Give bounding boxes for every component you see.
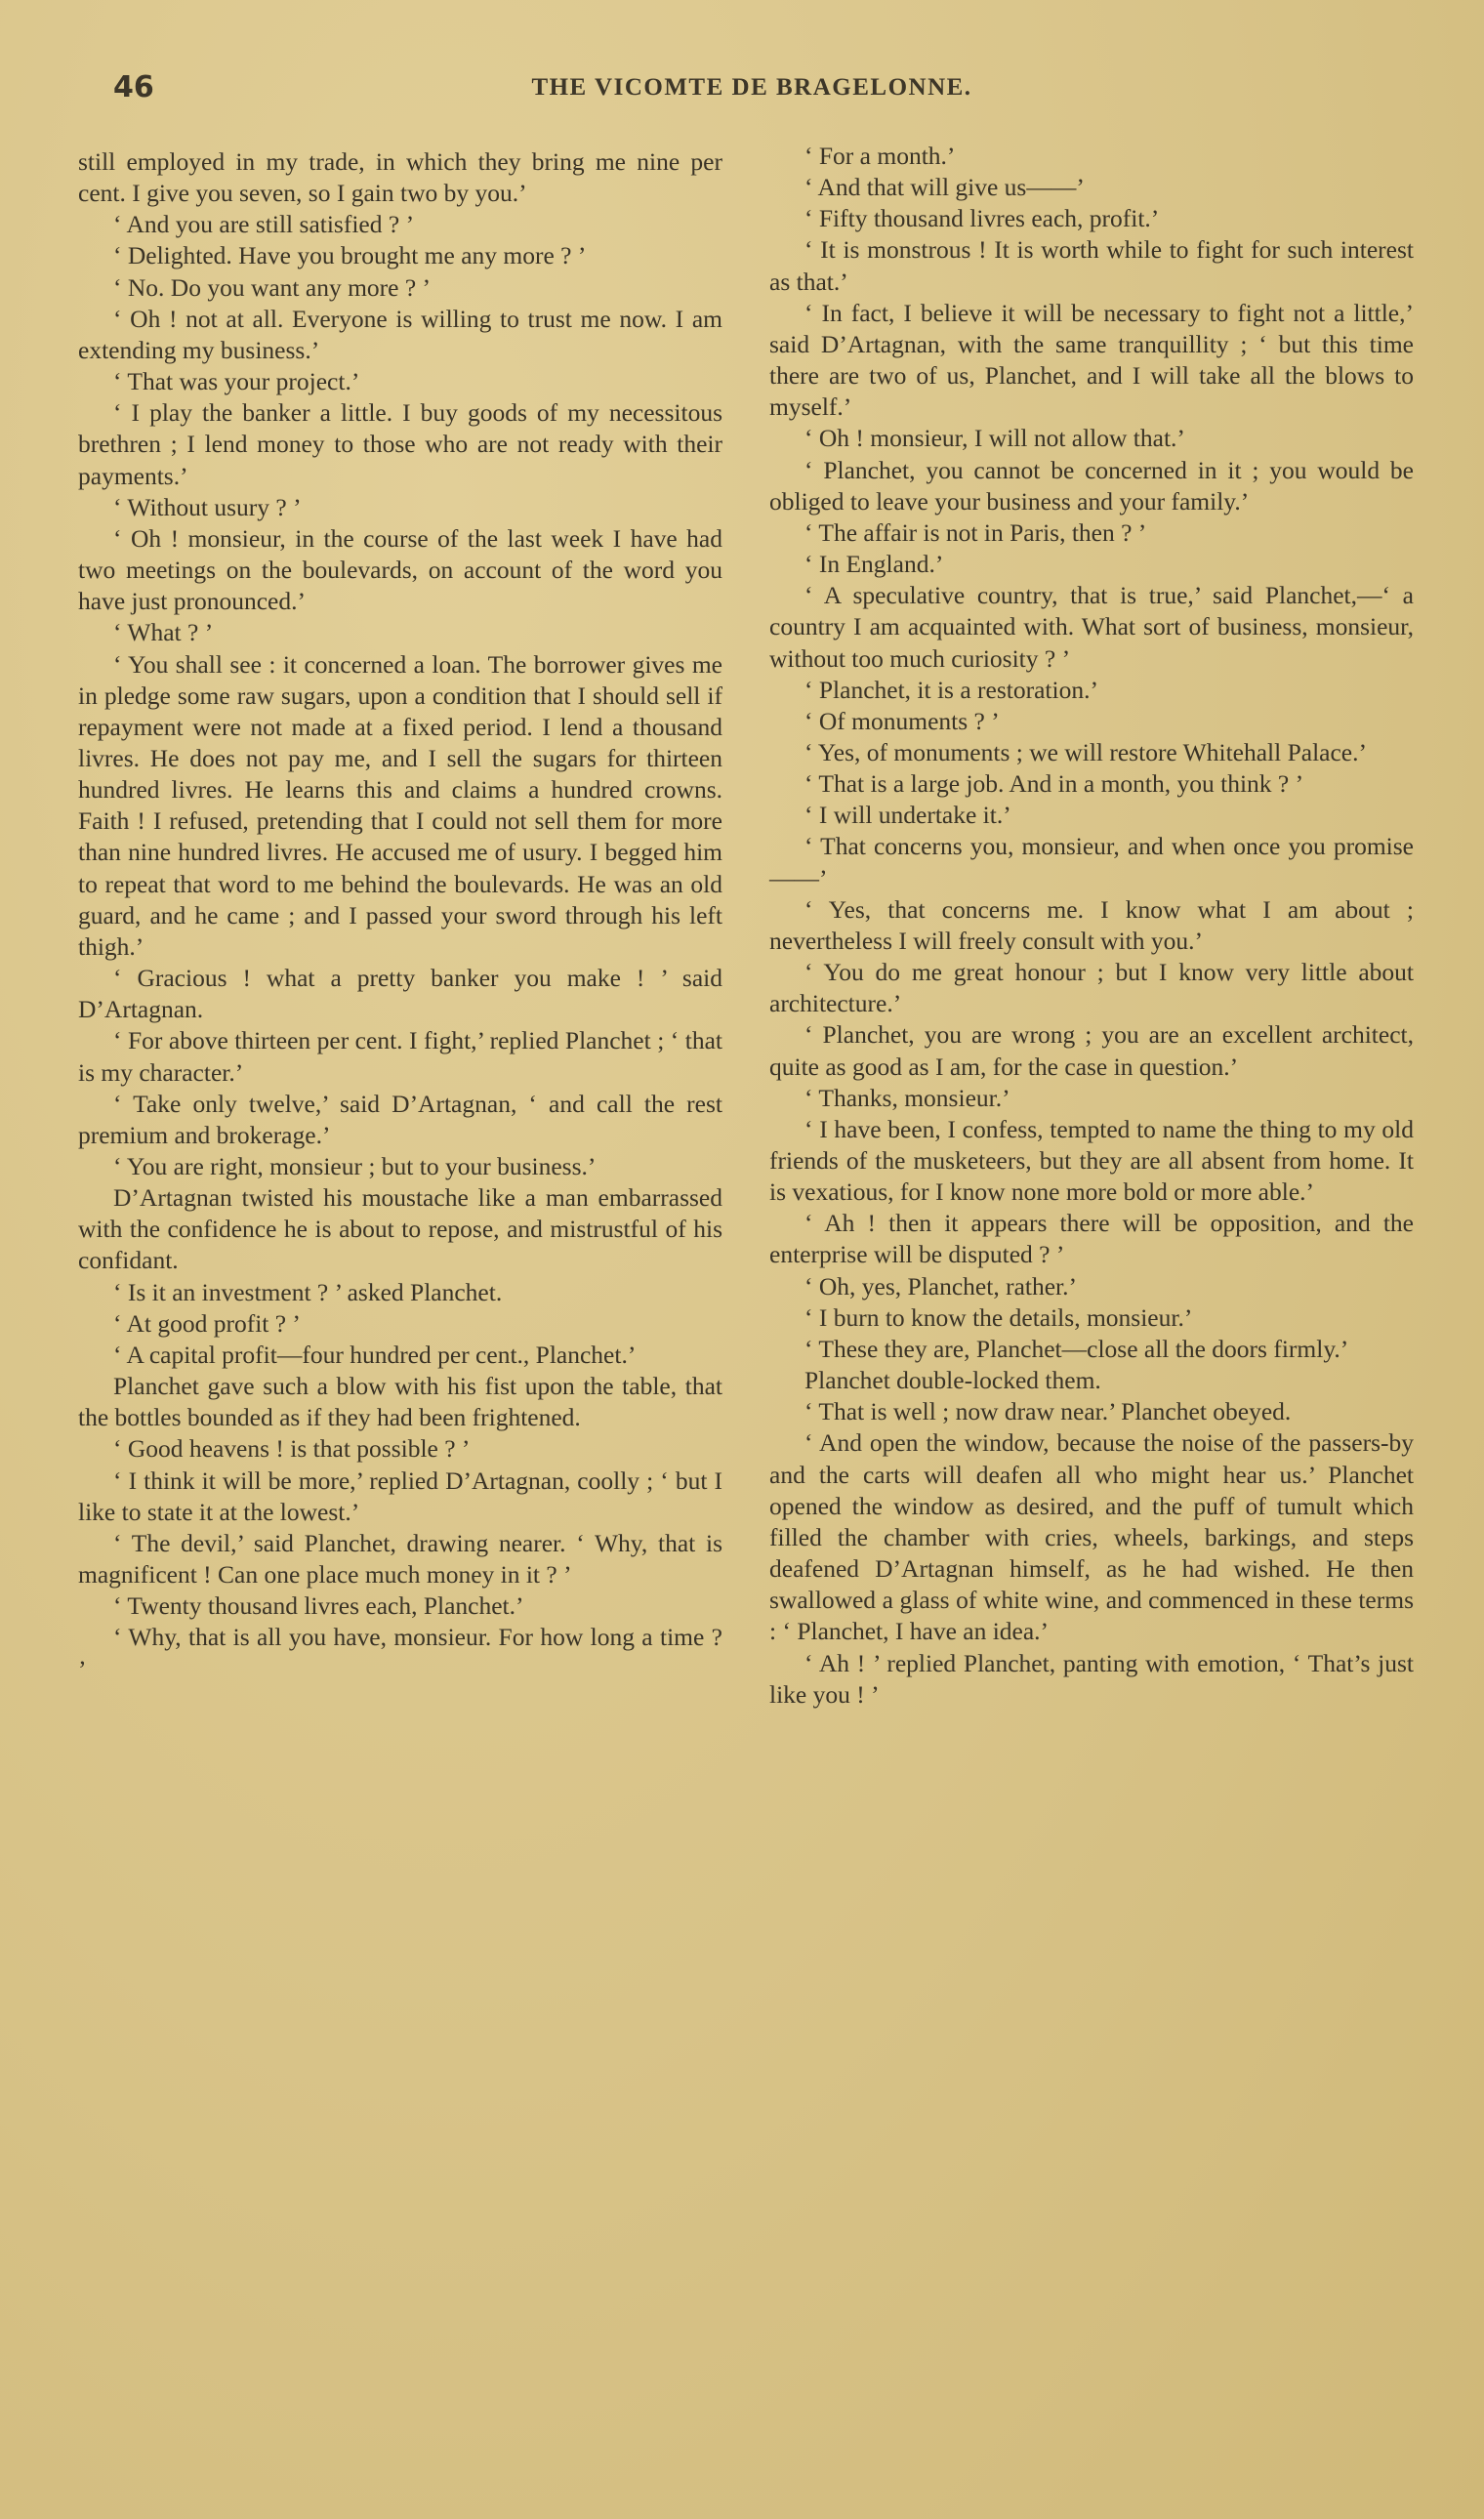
paragraph: ‘ I think it will be more,’ replied D’Artagnan, coolly ; ‘ but I like to state it at the lowest.’ <box>78 1466 722 1526</box>
right-column <box>769 141 1414 1711</box>
paragraph: ‘ Take only twelve,’ said D’Artagnan, ‘ and call the rest premium and brokerage.’ <box>78 1089 722 1149</box>
paragraph: ‘ Planchet, you cannot be concerned in it ; you would be obliged to leave your business and your family.’ <box>769 455 1414 516</box>
paragraph: ‘ And open the window, because the noise of the passers-by and the carts will deafen all who might hear us.’ Planchet opened the window as desired, and the puff of tumult which filled the chamber with cries, wheels, barkings, and steps deafened D’Artagnan himself, as he had wished. He then swallowed a glass of white wine, and commenced in these terms : ‘ Planchet, I have an idea.’ <box>769 1428 1414 1646</box>
paragraph: ‘ Twenty thousand livres each, Planchet.’ <box>113 1591 524 1621</box>
paragraph: ‘ I will undertake it.’ <box>804 801 1011 830</box>
paragraph: ‘ I play the banker a little. I buy goods of my necessitous brethren ; I lend money to those who are not ready with their payments.’ <box>78 398 722 490</box>
paragraph: ‘ Planchet, you are wrong ; you are an excellent architect, quite as good as I am, for the case in question.’ <box>769 1020 1414 1081</box>
page-header <box>78 70 1425 109</box>
paragraph: ‘ Yes, of monuments ; we will restore Whitehall Palace.’ <box>804 737 1367 766</box>
paragraph: ‘ Oh ! not at all. Everyone is willing to trust me now. I am extending my business.’ <box>78 304 722 364</box>
paragraph: ‘ For a month.’ <box>804 142 956 170</box>
paragraph: ‘ A capital profit—four hundred per cent., Planchet.’ <box>113 1340 637 1369</box>
paragraph: still employed in my trade, in which they bring me nine per cent. I give you seven, so I gain two by you.’ <box>78 147 722 208</box>
paragraph: ‘ Good heavens ! is that possible ? ’ <box>113 1434 471 1464</box>
paragraph: ‘ That is well ; now draw near.’ Planchet obeyed. <box>804 1397 1292 1426</box>
paragraph: ‘ Fifty thousand livres each, profit.’ <box>804 204 1160 233</box>
paragraph: ‘ Planchet, it is a restoration.’ <box>804 675 1098 704</box>
paragraph: ‘ In England.’ <box>804 550 944 579</box>
paragraph: Planchet gave such a blow with his fist upon the table, that the bottles bounded as if they had been frightened. <box>78 1372 722 1432</box>
paragraph: ‘ Without usury ? ’ <box>113 492 302 521</box>
paragraph: D’Artagnan twisted his moustache like a man embarrassed with the confidence he is about to repose, and mistrustful of his confidant. <box>78 1183 722 1275</box>
left-column <box>78 146 722 1685</box>
paragraph: ‘ Ah ! ’ replied Planchet, panting with emotion, ‘ That’s just like you ! ’ <box>769 1648 1414 1709</box>
paragraph: ‘ For above thirteen per cent. I fight,’ replied Planchet ; ‘ that is my character.’ <box>78 1026 722 1087</box>
paragraph: ‘ That was your project.’ <box>113 367 360 396</box>
paragraph: ‘ In fact, I believe it will be necessary to fight not a little,’ said D’Artagnan, with the same tranquillity ; ‘ but this time there are two of us, Planchet, and I will take all the blows to myself.’ <box>769 298 1414 422</box>
paragraph: ‘ At good profit ? ’ <box>113 1308 301 1338</box>
paragraph: ‘ You shall see : it concerned a loan. The borrower gives me in pledge some raw sugars, upon a condition that I should sell if repayment were not made at a fixed period. I lend a thousand livres. He does not pay me, and I sell the sugars for thirteen hundred livres. He learns this and claims a hundred crowns. Faith ! I refused, pretending that I could not sell them for more than nine hundred livres. He accused me of usury. I begged him to repeat that word to me behind the boulevards. He was an old guard, and he came ; and I passed your sword through his left thigh.’ <box>78 649 722 961</box>
paragraph: ‘ That concerns you, monsieur, and when once you promise——’ <box>769 832 1414 892</box>
paragraph: ‘ Delighted. Have you brought me any more ? ’ <box>113 241 587 270</box>
paragraph: ‘ Oh ! monsieur, I will not allow that.’ <box>804 424 1185 453</box>
paragraph: ‘ That is a large job. And in a month, you think ? ’ <box>804 769 1304 799</box>
paragraph: ‘ It is monstrous ! It is worth while to fight for such interest as that.’ <box>769 235 1414 296</box>
paragraph: ‘ Oh ! monsieur, in the course of the last week I have had two meetings on the boulevards, on account of the word you have just pronounced.’ <box>78 523 722 616</box>
paragraph: ‘ The affair is not in Paris, then ? ’ <box>804 517 1147 547</box>
paragraph: ‘ Of monuments ? ’ <box>804 706 1000 735</box>
paragraph: Planchet double-locked them. <box>804 1366 1101 1395</box>
paragraph: ‘ And that will give us——’ <box>804 173 1085 202</box>
paragraph: ‘ The devil,’ said Planchet, drawing nearer. ‘ Why, that is magnificent ! Can one place much money in it ? ’ <box>78 1528 722 1590</box>
paragraph: ‘ Oh, yes, Planchet, rather.’ <box>804 1271 1077 1301</box>
paragraph: ‘ You do me great honour ; but I know very little about architecture.’ <box>769 958 1414 1018</box>
paragraph: ‘ These they are, Planchet—close all the doors firmly.’ <box>804 1334 1349 1363</box>
paragraph: ‘ Why, that is all you have, monsieur. For how long a time ? ’ <box>78 1623 722 1683</box>
paragraph: ‘ No. Do you want any more ? ’ <box>113 272 432 302</box>
paragraph: ‘ You are right, monsieur ; but to your business.’ <box>113 1152 597 1180</box>
paragraph: ‘ Is it an investment ? ’ asked Planchet. <box>113 1277 503 1306</box>
page-number: 46 <box>113 70 154 104</box>
paragraph: ‘ I burn to know the details, monsieur.’ <box>804 1302 1193 1332</box>
paragraph: ‘ What ? ’ <box>113 618 214 647</box>
paragraph: ‘ Gracious ! what a pretty banker you make ! ’ said D’Artagnan. <box>78 964 722 1024</box>
paragraph: ‘ Yes, that concerns me. I know what I am about ; nevertheless I will freely consult with you.’ <box>769 894 1414 955</box>
paragraph: ‘ And you are still satisfied ? ’ <box>113 210 415 239</box>
paragraph: ‘ I have been, I confess, tempted to name the thing to my old friends of the musketeers, but they are all absent from home. It is vexatious, for I know none more bold or more able.’ <box>769 1114 1414 1207</box>
paragraph: ‘ A speculative country, that is true,’ said Planchet,—‘ a country I am acquainted with. What sort of business, monsieur, without too much curiosity ? ’ <box>769 581 1414 673</box>
paragraph: ‘ Ah ! then it appears there will be opposition, and the enterprise will be disputed ? ’ <box>769 1209 1414 1269</box>
running-head: THE VICOMTE DE BRAGELONNE. <box>531 74 972 101</box>
paragraph: ‘ Thanks, monsieur.’ <box>804 1083 1010 1112</box>
